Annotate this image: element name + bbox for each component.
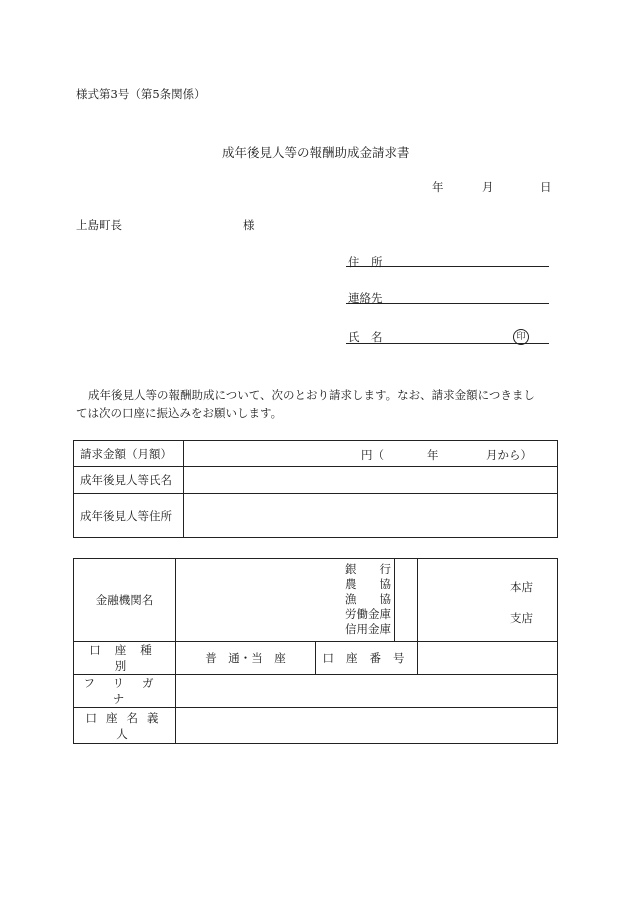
amount-from: 月から） bbox=[486, 448, 532, 462]
applicant-address-field[interactable] bbox=[346, 266, 549, 267]
guardian-address-cell[interactable] bbox=[184, 494, 558, 538]
kind-agri-coop: 農 協 bbox=[345, 577, 391, 591]
kind-bank: 銀 行 bbox=[345, 562, 391, 576]
body-text-line2: ては次の口座に振込みをお願いします。 bbox=[76, 406, 283, 420]
holder-label: 口座名義人 bbox=[74, 708, 176, 744]
addressee-honorific: 様 bbox=[243, 218, 255, 232]
date-day-label: 日 bbox=[540, 180, 552, 194]
form-number: 様式第3号（第5条関係） bbox=[76, 87, 206, 101]
holder-cell[interactable] bbox=[176, 708, 558, 744]
applicant-name-field[interactable] bbox=[346, 343, 549, 344]
claim-table bbox=[73, 440, 558, 538]
amount-label: 請求金額（月額） bbox=[74, 441, 184, 467]
account-number-cell[interactable] bbox=[418, 642, 558, 675]
account-number-label: 口座番号 bbox=[316, 642, 418, 675]
body-text-line1: 成年後見人等の報酬助成について、次のとおり請求します。なお、請求金額につきまし bbox=[88, 388, 535, 402]
institution-name-cell[interactable] bbox=[176, 559, 418, 642]
institution-label: 金融機関名 bbox=[74, 559, 176, 642]
seal-mark-text: 印 bbox=[513, 329, 529, 345]
guardian-name-label: 成年後見人等氏名 bbox=[74, 467, 184, 494]
account-type-value[interactable]: 普 通・当 座 bbox=[176, 642, 316, 675]
date-month-label: 月 bbox=[482, 180, 494, 194]
furigana-cell[interactable] bbox=[176, 675, 558, 708]
account-type-label: 口座種別 bbox=[74, 642, 176, 675]
kind-credit-union: 信用金庫 bbox=[345, 622, 391, 636]
head-office-label: 本店 bbox=[510, 580, 534, 594]
form-title: 成年後見人等の報酬助成金請求書 bbox=[222, 145, 410, 160]
branch-label: 支店 bbox=[510, 611, 534, 625]
bank-table bbox=[73, 558, 558, 744]
furigana-label: フリガナ bbox=[74, 675, 176, 708]
addressee-name: 上島町長 bbox=[76, 218, 122, 232]
amount-cell[interactable] bbox=[184, 441, 558, 467]
guardian-name-cell[interactable] bbox=[184, 467, 558, 494]
date-year-label: 年 bbox=[432, 180, 444, 194]
applicant-contact-field[interactable] bbox=[346, 303, 549, 304]
branch-cell[interactable] bbox=[418, 559, 558, 642]
applicant-name-label: 氏 名 bbox=[348, 330, 383, 344]
guardian-address-label: 成年後見人等住所 bbox=[74, 494, 184, 538]
institution-kinds bbox=[341, 562, 391, 637]
applicant-address-label: 住 所 bbox=[348, 255, 383, 269]
kind-labor-bank: 労働金庫 bbox=[345, 607, 391, 621]
amount-year: 年 bbox=[427, 448, 439, 462]
kind-fish-coop: 漁 協 bbox=[345, 592, 391, 606]
institution-kinds-divider bbox=[394, 559, 395, 641]
applicant-contact-label: 連絡先 bbox=[348, 291, 383, 305]
amount-unit: 円（ bbox=[361, 448, 384, 462]
